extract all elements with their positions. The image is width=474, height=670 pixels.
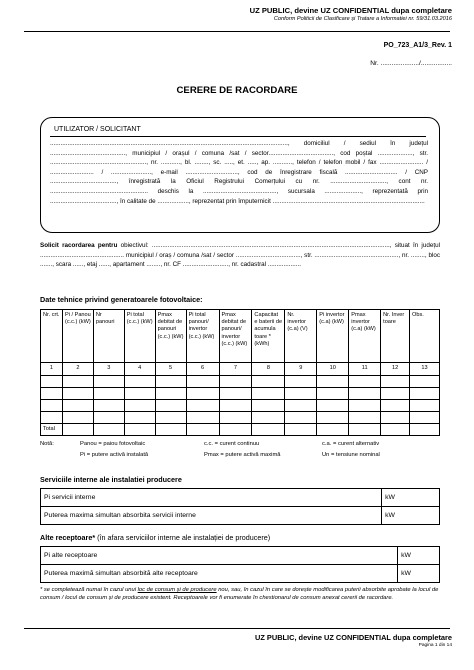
pv-col-number: 3 [93,363,124,376]
pv-col-number: 5 [155,363,186,376]
classification-header [250,6,452,22]
legend-item: Pi = putere activă instalată [80,452,149,458]
other-receivers-subtitle: (în afara serviciilor interne ale instalației de producere) [95,533,271,542]
pv-col-number: 8 [252,363,285,376]
pv-header-cell: Nr. invertor (c.a) (V) [285,310,317,363]
legend-item: Un = tensiune nominal [322,452,380,458]
pv-section-title: Date tehnice privind generatoarele fotovoltaice: [40,295,203,304]
pv-col-number: 10 [317,363,349,376]
pv-number-row [41,363,440,376]
service-unit[interactable]: kW [382,489,440,507]
pv-header-row [41,310,440,363]
pv-header-cell: Pmax debitat de panouri/ invertor (c.c.) (kW) [219,310,252,363]
pv-col-number: 7 [219,363,252,376]
pv-col-number: 13 [410,363,440,376]
request-paragraph[interactable] [40,241,440,270]
table-row[interactable] [41,547,440,565]
applicant-label: UTILIZATOR / SOLICITANT [54,126,141,133]
pv-data-row[interactable] [41,412,440,424]
other-receivers-table [40,546,440,583]
pv-header-cell: Pi / Panou (c.c.) (kW) [62,310,93,363]
footnote: * se completează numai în cazul unui loc de consum și de producere nou, sau, în cazul în care se dorește modificarea puterii absorbite aprobate la locul de consum / locul de consum și de producere existent. Receptoarele vor fi enumerate în chestionarul de consum anexat cererii de racordare. [40,587,439,601]
pv-header-cell: Nr panouri [93,310,124,363]
pv-header-cell: Pi total (c.c.) (kW) [124,310,155,363]
pv-col-number: 12 [381,363,410,376]
classification-label: UZ PUBLIC, devine UZ CONFIDENTIAL dupa completare [249,6,452,15]
pv-table [40,309,440,436]
table-row[interactable] [41,507,440,525]
pv-data-row[interactable] [41,376,440,388]
footer-divider [24,628,450,629]
pv-col-number: 2 [62,363,93,376]
legend-item: Panou = paiou fotovoltaic [80,441,146,447]
page-number: Pagina 1 din 14 [418,643,452,648]
pv-total-label: Total [41,424,63,436]
request-lead: Solicit racordarea pentru [40,242,118,249]
receiver-label: Pi alte receptoare [41,547,398,565]
pv-total-row[interactable] [41,424,440,436]
other-receivers-title: Alte receptoare* [40,533,96,542]
policy-reference: Conform Politicii de Clasificare și Tratare a Informatiei nr. 59/31.03.2016 [273,16,452,22]
table-row[interactable] [41,489,440,507]
page-title: CERERE DE RACORDARE [176,85,298,96]
registration-number: Nr. ...................../................. [370,60,452,67]
receiver-unit[interactable]: kW [398,547,440,565]
internal-services-title: Serviciile interne ale instalatiei producere [40,475,182,484]
pv-header-cell: Pi invertor (c.a) (kW) [317,310,349,363]
pv-data-row[interactable] [41,400,440,412]
pv-col-number: 1 [41,363,63,376]
page-footer [255,633,452,648]
applicant-underline [50,136,426,137]
pv-header-cell: Obs. [410,310,440,363]
service-unit[interactable]: kW [382,507,440,525]
applicant-text[interactable]: ........................................................................................................................................, domiciliul / sediul în județul ..........................................., municipiul / orașul / comuna /sat / sector....................................., cod poștal ...................., str. ......................................................., nr. ..........., bl. ........, sc. ....., et. ....., ap. ..........., telefon / telefon mobil / fax ......................... / ......................... / ......................., e-mail .............................., cod de înregistrare fiscală .............................. / CNP ......................................, înregistrată la Oficiul Registrului Comerțului cu nr. ................................, cont nr. ........................................................ deschis la .........................................., sucursala ....................., reprezentată prin ......................................, în calitate de .................., reprezentat prin împuternicit ....................................................................................... [50,140,428,205]
legend-item: Pmax = putere activă maximă [204,452,281,458]
pv-data-row[interactable] [41,388,440,400]
pv-header-cell: Nr. Inver toare [381,310,410,363]
table-row[interactable] [41,565,440,583]
footer-classification: UZ PUBLIC, devine UZ CONFIDENTIAL dupa completare [255,633,452,642]
pv-header-cell: Nr. crt. [41,310,63,363]
service-label: Puterea maxima simultan absorbita servicii interne [41,507,382,525]
service-label: Pi servicii interne [41,489,382,507]
legend-item: c.a. = curent alternativ [322,441,380,447]
legend-item: c.c. = curent continuu [204,441,260,447]
pv-header-cell: Capacitat e baterii de acumula toare * (kWh) [252,310,285,363]
document-code: PO_723_A1/3_Rev. 1 [383,42,452,49]
pv-header-cell: Pmax invertor (c.a) (kW) [349,310,381,363]
pv-header-cell: Pmax debitat de panouri (c.c.) (kW) [155,310,186,363]
receiver-label: Puterea maximă simultan absorbită alte receptoare [41,565,398,583]
receiver-unit[interactable]: kW [398,565,440,583]
pv-col-number: 4 [124,363,155,376]
legend-note-label: Notă: [40,441,54,447]
internal-services-table [40,488,440,525]
header-divider [24,31,450,32]
pv-col-number: 9 [285,363,317,376]
pv-header-cell: Pi total panouri/ invertor (c.c.) (kW) [186,310,219,363]
request-text: obiectivul: ........................................................................................................................................, situat în județul ................................................ municipiul / oraș / comuna /sat / sector ....................................., str. ................................................, nr. ........, bloc ......., scara ......, etaj ......, apartament ........, nr. CF .........................., nr. cadastral ................... [40,242,440,269]
other-receivers-heading [40,533,270,542]
pv-col-number: 11 [349,363,381,376]
pv-col-number: 6 [186,363,219,376]
